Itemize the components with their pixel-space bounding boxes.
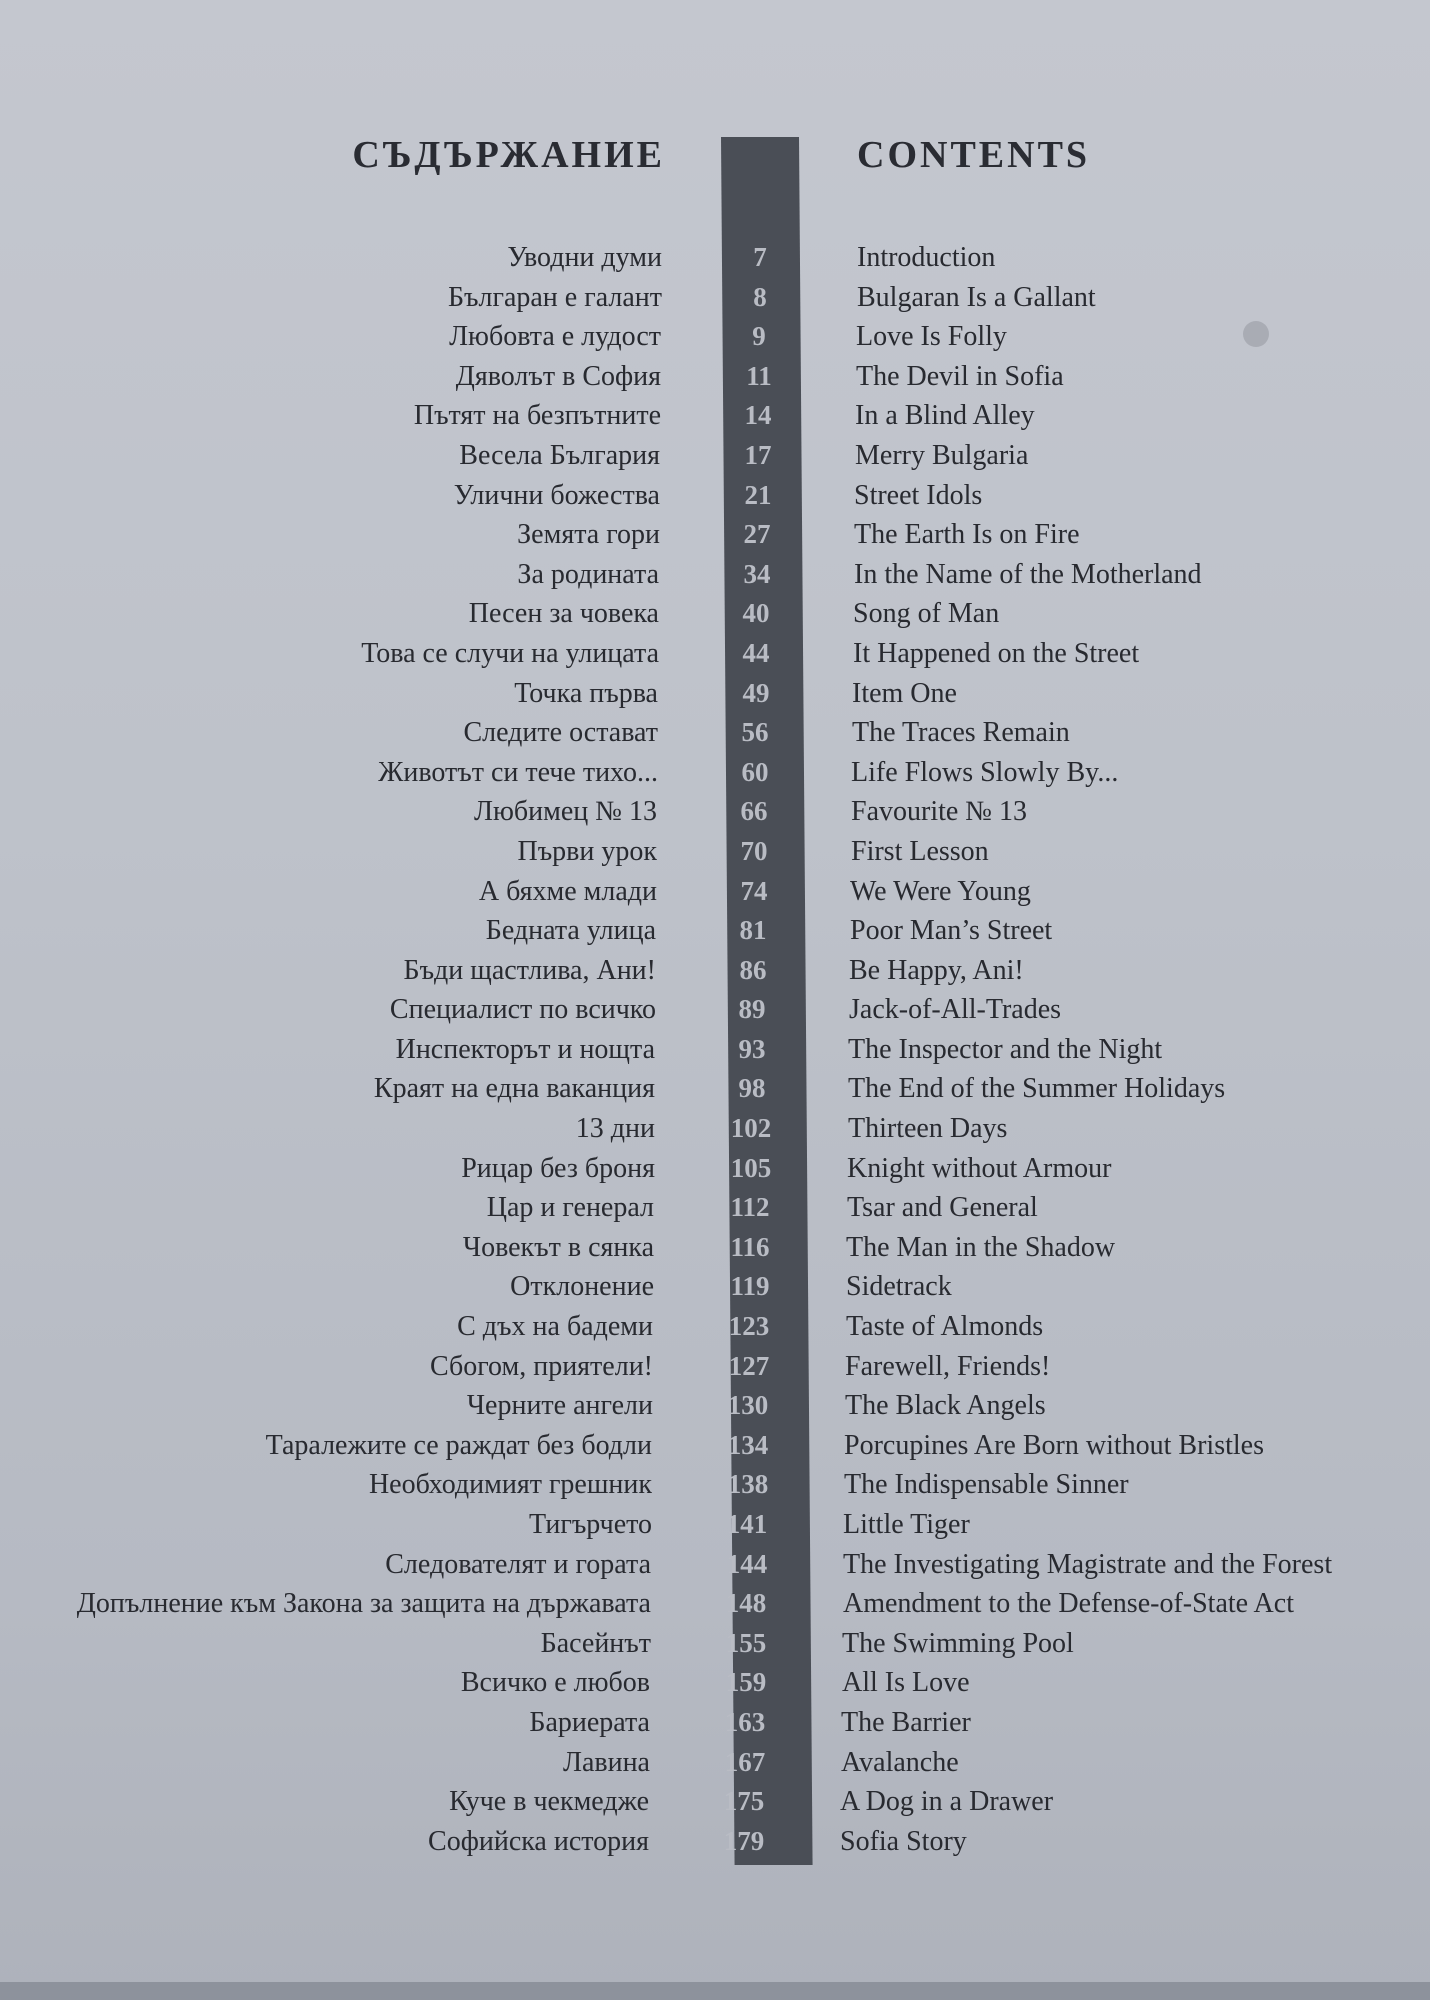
entry-title-bulgarian: Пътят на безпътните xyxy=(413,400,661,432)
entry-page-number: 116 xyxy=(730,1231,770,1262)
entry-title-bulgarian: Необходимият грешник xyxy=(368,1469,652,1501)
contents-entry xyxy=(0,1743,1430,1783)
entry-title-english: The End of the Summer Holidays xyxy=(848,1073,1226,1105)
contents-entry xyxy=(0,476,1430,516)
entry-title-bulgarian: Рицар без броня xyxy=(461,1152,655,1184)
contents-entry xyxy=(0,1267,1430,1307)
entry-title-bulgarian: Таралежите се раждат без бодли xyxy=(265,1429,652,1461)
entry-title-english: The Indispensable Sinner xyxy=(844,1469,1129,1501)
entry-title-bulgarian: Следователят и гората xyxy=(385,1548,651,1580)
contents-entry xyxy=(0,1386,1430,1426)
entry-title-english: Sofia Story xyxy=(840,1825,967,1857)
entry-title-english: Taste of Almonds xyxy=(846,1311,1044,1343)
entry-title-bulgarian: Допълнение към Закона за защита на държавата xyxy=(76,1588,651,1620)
entry-page-number: 86 xyxy=(739,954,767,985)
entry-page-number: 14 xyxy=(744,400,772,431)
entry-title-bulgarian: Всичко е любов xyxy=(460,1667,650,1699)
contents-entry xyxy=(0,674,1430,714)
contents-entry xyxy=(0,357,1430,397)
entry-title-bulgarian: Това се случи на улицата xyxy=(361,637,659,669)
entry-page-number: 112 xyxy=(730,1192,770,1223)
entry-title-english: Bulgaran Is a Gallant xyxy=(857,281,1096,313)
entry-page-number: 134 xyxy=(727,1429,769,1460)
entry-title-english: Item One xyxy=(852,677,957,709)
contents-entry xyxy=(0,1505,1430,1545)
entry-title-english: The Inspector and the Night xyxy=(848,1033,1163,1065)
entry-title-bulgarian: За родината xyxy=(517,558,659,590)
contents-entry xyxy=(0,792,1430,832)
contents-entry xyxy=(0,1822,1430,1862)
entry-page-number: 127 xyxy=(728,1350,770,1381)
contents-entry xyxy=(0,1307,1430,1347)
heading-bulgarian: СЪДЪРЖАНИЕ xyxy=(352,134,665,176)
entry-title-bulgarian: Сбогом, приятели! xyxy=(429,1350,653,1382)
entry-title-bulgarian: Точка първа xyxy=(514,677,658,709)
entry-title-english: All Is Love xyxy=(842,1667,970,1699)
entry-page-number: 159 xyxy=(725,1667,767,1698)
entry-title-bulgarian: Следите остават xyxy=(463,717,658,749)
entry-page-number: 34 xyxy=(743,558,771,589)
entry-title-english: Poor Man’s Street xyxy=(850,915,1053,947)
entry-page-number: 163 xyxy=(724,1706,766,1737)
contents-entry xyxy=(0,1782,1430,1822)
entry-title-bulgarian: Весела България xyxy=(459,439,660,471)
entry-title-english: The Investigating Magistrate and the Forest xyxy=(843,1548,1333,1580)
entry-title-bulgarian: А бяхме млади xyxy=(478,875,657,907)
entry-page-number: 60 xyxy=(741,756,769,787)
entry-page-number: 155 xyxy=(725,1627,767,1658)
entry-title-english: The Swimming Pool xyxy=(842,1627,1074,1659)
heading-english: CONTENTS xyxy=(857,134,1091,176)
entry-title-english: Favourite № 13 xyxy=(851,796,1028,828)
entry-title-bulgarian: Инспекторът и нощта xyxy=(395,1033,655,1065)
entry-title-bulgarian: 13 дни xyxy=(575,1113,655,1145)
entry-title-bulgarian: Софийска история xyxy=(428,1825,649,1857)
entry-title-bulgarian: Животът си тече тихо... xyxy=(378,756,658,788)
entry-title-english: Avalanche xyxy=(841,1746,959,1778)
contents-entry xyxy=(0,1149,1430,1189)
entry-title-english: Farewell, Friends! xyxy=(845,1350,1051,1382)
entry-page-number: 21 xyxy=(744,479,772,510)
entry-title-bulgarian: Тигърчето xyxy=(528,1509,652,1540)
entry-title-bulgarian: Любимец № 13 xyxy=(474,796,657,828)
contents-list xyxy=(0,238,1430,1861)
entry-title-english: The Devil in Sofia xyxy=(856,360,1064,392)
entry-title-english: Street Idols xyxy=(854,479,983,511)
entry-page-number: 138 xyxy=(727,1469,769,1500)
entry-title-english: It Happened on the Street xyxy=(853,637,1140,669)
entry-page-number: 123 xyxy=(728,1311,770,1342)
contents-entry xyxy=(0,317,1430,357)
entry-page-number: 144 xyxy=(726,1548,768,1579)
entry-title-english: The Barrier xyxy=(841,1706,971,1738)
entry-title-english: Porcupines Are Born without Bristles xyxy=(844,1429,1264,1461)
entry-title-english: The Earth Is on Fire xyxy=(854,519,1080,551)
entry-page-number: 74 xyxy=(740,875,768,906)
entry-title-bulgarian: Цар и генерал xyxy=(486,1192,654,1224)
entry-title-english: Tsar and General xyxy=(847,1192,1038,1224)
entry-page-number: 9 xyxy=(752,321,766,352)
contents-entry xyxy=(0,238,1430,278)
entry-title-bulgarian: С дъх на бадеми xyxy=(457,1311,653,1343)
entry-page-number: 167 xyxy=(724,1746,766,1777)
contents-entry xyxy=(0,1703,1430,1743)
contents-entry xyxy=(0,1465,1430,1505)
entry-title-bulgarian: Улични божества xyxy=(453,479,660,511)
entry-page-number: 93 xyxy=(738,1033,766,1064)
contents-entry xyxy=(0,1347,1430,1387)
entry-page-number: 179 xyxy=(723,1825,765,1856)
entry-page-number: 49 xyxy=(742,677,770,708)
entry-title-bulgarian: Песен за човека xyxy=(468,598,659,630)
contents-entry xyxy=(0,1188,1430,1228)
entry-title-english: Amendment to the Defense-of-State Act xyxy=(843,1588,1294,1620)
entry-page-number: 17 xyxy=(744,439,772,470)
entry-title-english: The Black Angels xyxy=(845,1390,1046,1422)
contents-entry xyxy=(0,1069,1430,1109)
contents-entry xyxy=(0,396,1430,436)
entry-title-english: Song of Man xyxy=(853,598,1000,630)
contents-entry xyxy=(0,1030,1430,1070)
entry-title-bulgarian: Първи урок xyxy=(517,835,657,867)
page-edge xyxy=(0,1982,1430,2000)
entry-title-bulgarian: Басейнът xyxy=(540,1627,651,1659)
entry-title-english: Be Happy, Ani! xyxy=(849,954,1024,986)
entry-page-number: 70 xyxy=(740,835,768,866)
entry-title-bulgarian: Бедната улица xyxy=(485,915,656,947)
entry-page-number: 11 xyxy=(746,360,772,391)
entry-title-english: First Lesson xyxy=(851,835,989,867)
entry-page-number: 8 xyxy=(753,281,767,312)
contents-entry xyxy=(0,990,1430,1030)
entry-title-english: In the Name of the Motherland xyxy=(854,558,1202,590)
entry-page-number: 130 xyxy=(727,1390,769,1421)
entry-title-english: The Traces Remain xyxy=(852,717,1070,749)
entry-page-number: 7 xyxy=(753,242,767,272)
entry-title-english: Merry Bulgaria xyxy=(855,439,1029,471)
entry-title-bulgarian: Българан е галант xyxy=(447,281,662,313)
entry-page-number: 56 xyxy=(741,717,769,748)
entry-page-number: 66 xyxy=(740,796,768,827)
contents-entry xyxy=(0,951,1430,991)
entry-title-english: Introduction xyxy=(857,242,996,273)
entry-title-bulgarian: Лавина xyxy=(562,1746,650,1778)
entry-title-english: Jack-of-All-Trades xyxy=(849,994,1062,1026)
contents-entry xyxy=(0,634,1430,674)
contents-entry xyxy=(0,1426,1430,1466)
entry-page-number: 119 xyxy=(730,1271,770,1302)
entry-title-english: Knight without Armour xyxy=(847,1152,1112,1184)
entry-title-bulgarian: Черните ангели xyxy=(466,1390,653,1422)
entry-page-number: 81 xyxy=(739,915,767,946)
entry-title-english: In a Blind Alley xyxy=(855,400,1035,432)
entry-page-number: 44 xyxy=(742,637,770,668)
entry-page-number: 27 xyxy=(743,519,771,550)
entry-page-number: 40 xyxy=(742,598,770,629)
contents-entry xyxy=(0,594,1430,634)
entry-title-bulgarian: Бариерата xyxy=(529,1706,650,1738)
entry-page-number: 105 xyxy=(730,1152,772,1183)
contents-entry xyxy=(0,911,1430,951)
entry-page-number: 175 xyxy=(723,1786,765,1817)
entry-title-bulgarian: Специалист по всичко xyxy=(389,994,656,1026)
contents-entry xyxy=(0,872,1430,912)
contents-entry xyxy=(0,1545,1430,1585)
contents-entry xyxy=(0,1228,1430,1268)
entry-title-bulgarian: Куче в чекмедже xyxy=(449,1786,649,1818)
contents-entry xyxy=(0,515,1430,555)
contents-entry xyxy=(0,1584,1430,1624)
contents-entry xyxy=(0,1109,1430,1149)
entry-title-bulgarian: Земята гори xyxy=(517,519,660,551)
entry-title-english: Love Is Folly xyxy=(856,321,1007,353)
entry-page-number: 141 xyxy=(726,1509,768,1539)
entry-title-english: Thirteen Days xyxy=(848,1113,1008,1145)
entry-page-number: 148 xyxy=(725,1588,767,1619)
contents-entry xyxy=(0,1624,1430,1664)
entry-page-number: 98 xyxy=(738,1073,766,1104)
contents-entry xyxy=(0,555,1430,595)
entry-title-bulgarian: Любовта е лудост xyxy=(449,321,661,353)
contents-entry xyxy=(0,713,1430,753)
contents-entry xyxy=(0,753,1430,793)
entry-title-bulgarian: Уводни думи xyxy=(507,242,662,273)
entry-page-number: 89 xyxy=(738,994,766,1025)
entry-page-number: 102 xyxy=(730,1113,772,1144)
entry-title-english: The Man in the Shadow xyxy=(846,1231,1116,1263)
entry-title-english: A Dog in a Drawer xyxy=(840,1786,1054,1818)
contents-entry xyxy=(0,436,1430,476)
contents-entry xyxy=(0,832,1430,872)
entry-title-bulgarian: Дяволът в София xyxy=(455,360,661,392)
entry-title-english: Sidetrack xyxy=(846,1271,952,1303)
entry-title-english: Little Tiger xyxy=(843,1509,970,1540)
entry-title-english: We Were Young xyxy=(850,875,1031,907)
entry-title-bulgarian: Краят на една ваканция xyxy=(373,1073,655,1105)
entry-title-bulgarian: Човекът в сянка xyxy=(462,1231,654,1263)
contents-entry xyxy=(0,1663,1430,1703)
entry-title-bulgarian: Отклонение xyxy=(510,1271,654,1303)
entry-title-english: Life Flows Slowly By... xyxy=(851,756,1119,788)
entry-title-bulgarian: Бъди щастлива, Ани! xyxy=(403,954,656,986)
contents-entry xyxy=(0,278,1430,318)
